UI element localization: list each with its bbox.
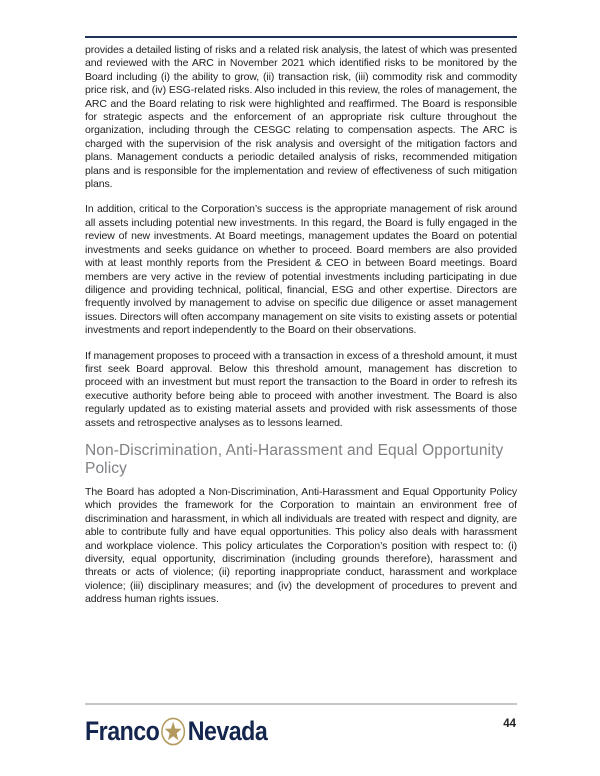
body-paragraph-3: If management proposes to proceed with a transaction in excess of a threshold amount, it must first seek Board approval. Below this threshold amount, management has discretion to proceed with an investment but must report the transaction to the Board in order to refresh its executive authority before being able to proceed with another investment. The Board is also regularly updated as to existing material assets and provided with risk assessments of those assets and retrospective analyses as to lessons learned.: [85, 349, 517, 429]
page-body: [85, 44, 517, 619]
header-rule: [85, 36, 517, 38]
footer-rule: [85, 703, 517, 705]
body-paragraph-4: The Board has adopted a Non-Discrimination, Anti-Harassment and Equal Opportunity Policy which provides the framework for the Corporation to maintain an environment free of discrimination and harassment, in which all individuals are treated with respect and dignity, are able to contribute fully and have equal opportunities. This policy also deals with harassment and workplace violence. This policy articulates the Corporation’s position with respect to: (i) diversity, equal opportunity, discrimination (including grounds therefore), harassment and threats or acts of violence; (ii) reporting inappropriate conduct, harassment and workplace violence; (iii) disciplinary measures; and (iv) the development of procedures to prevent and address human rights issues.: [85, 485, 517, 606]
section-heading: Non-Discrimination, Anti-Harassment and Equal Opportunity Policy: [85, 441, 504, 477]
star-in-circle-icon: [161, 717, 186, 746]
page-number: 44: [503, 718, 516, 730]
body-paragraph-1: provides a detailed listing of risks and a related risk analysis, the latest of which was presented and reviewed with the ARC in November 2021 which identified risks to be monitored by the Board including (i) the ability to grow, (ii) transaction risk, (iii) commodity risk and commodity price risk, and (iv) ESG-related risks. Also included in this review, the roles of management, the ARC and the Board relating to risk were highlighted and reaffirmed. The Board is responsible for strategic aspects and the enforcement of an appropriate risk culture throughout the organization, including through the CESGC relating to compensation aspects. The ARC is charged with the supervision of the risk analysis and oversight of the mitigation factors and plans. Management conducts a periodic detailed analysis of risks, recommended mitigation plans and is responsible for the implementation and review of effectiveness of such mitigation plans.: [85, 44, 517, 191]
logo-text-franco: Franco: [85, 715, 160, 746]
franco-nevada-logo: [85, 714, 267, 748]
body-paragraph-2: In addition, critical to the Corporation’s success is the appropriate management of risk around all assets including potential new investments. In this regard, the Board is fully engaged in the review of new investments. At Board meetings, management updates the Board on potential investments and seeks guidance on whether to proceed. Board members are also provided with at least monthly reports from the President & CEO in between Board meetings. Board members are very active in the review of potential investments including participating in due diligence and providing technical, political, financial, ESG and other expertise. Directors are frequently involved by management to advise on specific due diligence or asset management issues. Directors will often accompany management on site visits to existing assets or potential investments and report independently to the Board on their observations.: [85, 203, 517, 337]
logo-text-nevada: Nevada: [187, 715, 268, 746]
